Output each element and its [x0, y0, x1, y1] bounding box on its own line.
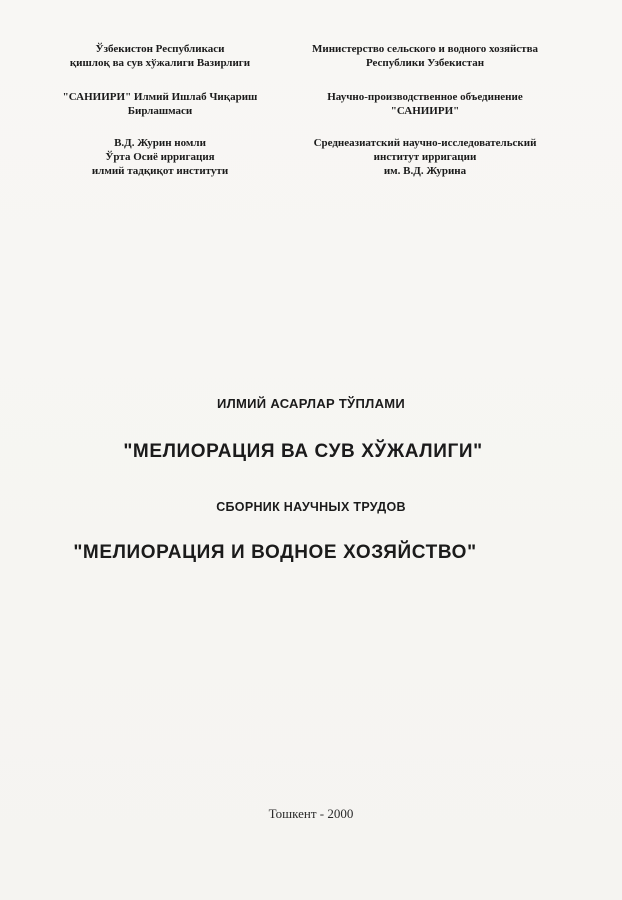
- association-name-ru: Научно-производственное объединение "САНИИРИ": [327, 91, 523, 117]
- header-left-column: [40, 42, 280, 178]
- institute-name-ru: Среднеазиатский научно-исследовательский институт ирригации им. В.Д. Журина: [313, 137, 537, 177]
- association-name-uz: "САНИИРИ" Илмий Ишлаб Чиқариш Бирлашмаси: [62, 91, 258, 117]
- header-right-column: [290, 42, 560, 178]
- collection-label-ru: СБОРНИК НАУЧНЫХ ТРУДОВ: [216, 500, 406, 514]
- collection-label-uz: ИЛМИЙ АСАРЛАР ТЎПЛАМИ: [216, 396, 406, 411]
- ministry-name-uz: Ўзбекистон Республикаси қишлоқ ва сув хўжалиги Вазирлиги: [69, 43, 251, 69]
- ministry-name-ru: Министерство сельского и водного хозяйства Республики Узбекистан: [311, 43, 539, 69]
- institute-name-uz: В.Д. Журин номли Ўрта Осиё ирригация илмий тадқиқот институти: [91, 137, 229, 177]
- collection-title-uz: "МЕЛИОРАЦИЯ ВА СУВ ХЎЖАЛИГИ": [123, 441, 483, 462]
- place-and-year: Тошкент - 2000: [268, 806, 354, 821]
- collection-title-ru: "МЕЛИОРАЦИЯ И ВОДНОЕ ХОЗЯЙСТВО": [73, 542, 477, 563]
